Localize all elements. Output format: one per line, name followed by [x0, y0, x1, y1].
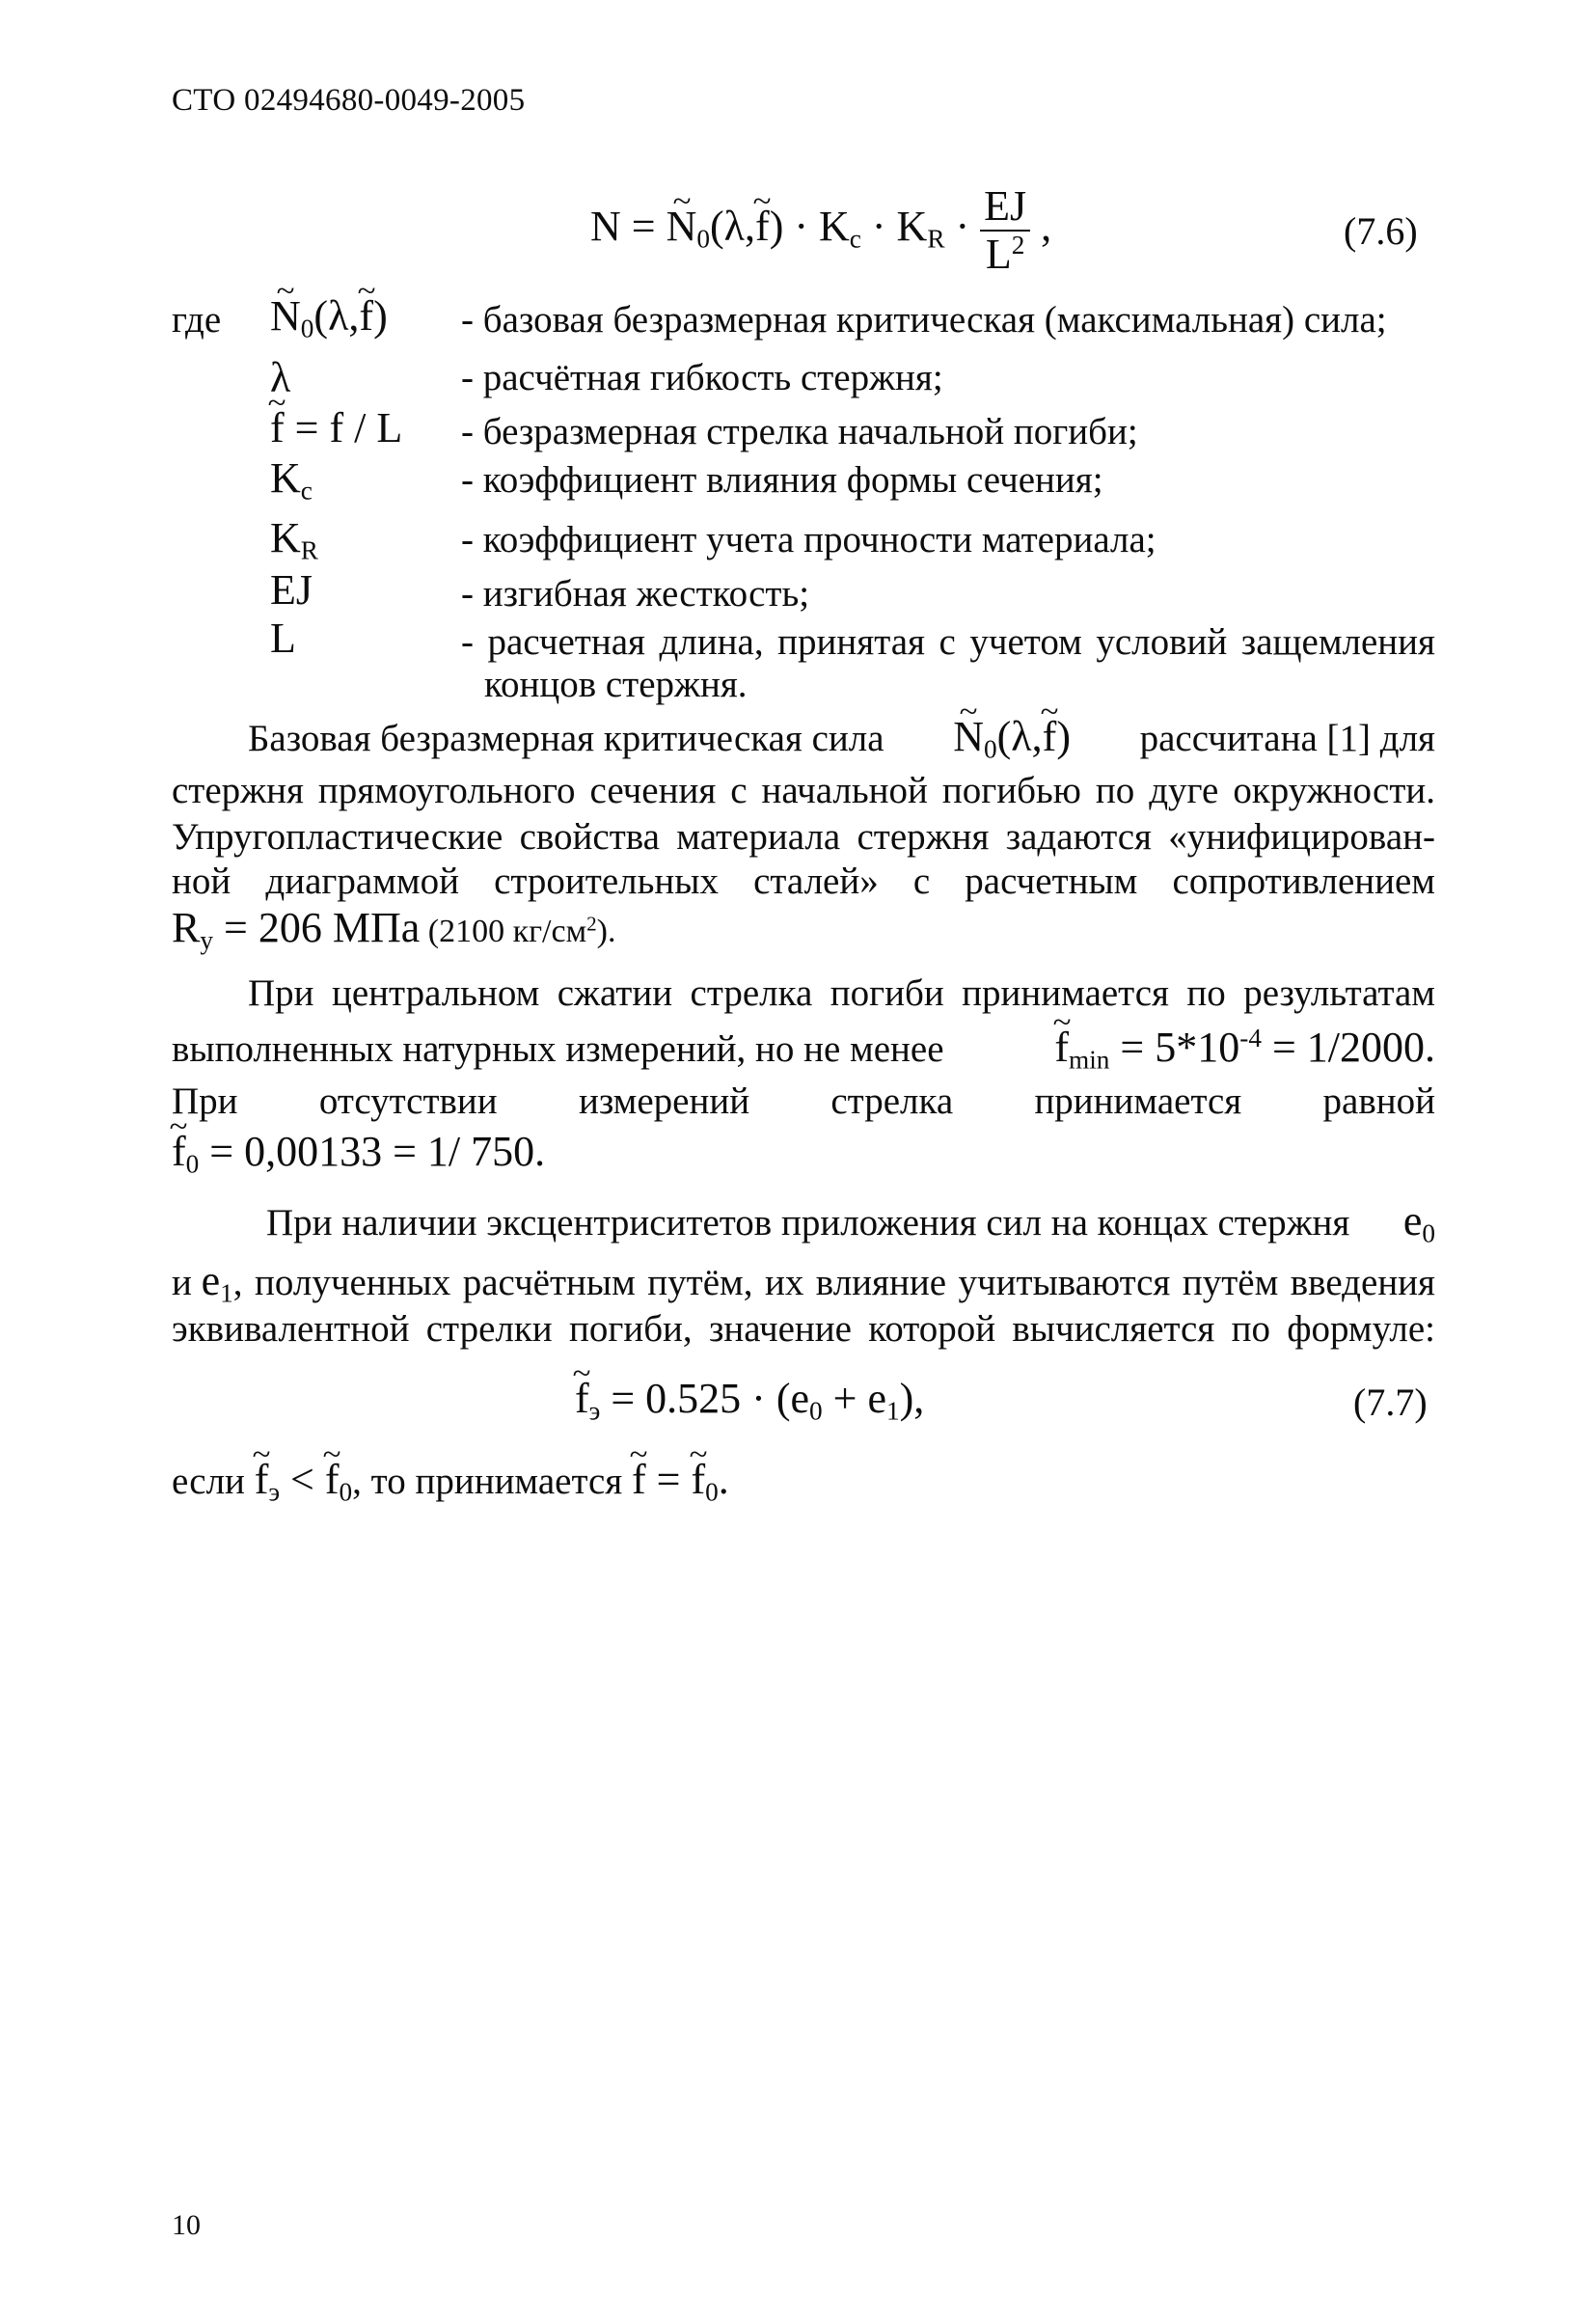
para2-line4: ~ $f_0 = 0,00133 = 1/$ 750. — [172, 1131, 545, 1173]
legend-symbol-l: L — [270, 615, 296, 662]
legend-symbol-lambda: λ — [270, 354, 291, 401]
para1-line4: ной диаграммой строительных сталей» с расчетным сопротивлением — [172, 861, 1435, 902]
legend-desc-ej: - изгибная жесткость; — [461, 573, 810, 615]
legend-symbol-f: ~ f = f / L — [270, 407, 402, 450]
legend-symbol-n0: ~ $N_0(\lambda,\sim$ f) — [270, 295, 388, 338]
para2-line3: При отсутствии измерений стрелка принимается равной — [172, 1080, 1435, 1122]
legend-desc-f: - безразмерная стрелка начальной погиби; — [461, 411, 1138, 452]
legend-desc-n0: - базовая безразмерная критическая (максимальная) сила; — [461, 299, 1387, 341]
formula-7-6: N = ~ $N_0(\lambda,\sim$ $f) \cdot K_c \cdot K_R$ · $\frac{EJ}{L^2}$ , — [590, 185, 1051, 276]
para3-line3: эквивалентной стрелки погиби, значение которой вычисляется по формуле: — [172, 1308, 1435, 1350]
page-number: 10 — [172, 2209, 201, 2241]
legend-desc-l: - расчетная длина, принятая с учетом условий защемления — [461, 621, 1435, 663]
para2-line1: При центральном сжатии стрелка погиби принимается по результатам — [248, 972, 1435, 1014]
formula-7-7: ~ $f_э = 0.525 \cdot (e_0 + e_1)$, — [575, 1378, 924, 1420]
legend-desc-l-cont: концов стержня. — [484, 664, 748, 705]
para4-line: если ~ $f_э$ < ~ $f_0$, то принимается ~ f = ~ $f_0$. — [172, 1459, 729, 1501]
para1-line1: Базовая безразмерная критическая сила ~ $N_0(\lambda,\sim$ f) рассчитана [1] для — [248, 716, 1435, 758]
legend-desc-kc: - коэффициент влияния формы сечения; — [461, 459, 1103, 501]
legend-desc-kr: - коэффициент учета прочности материала; — [461, 519, 1156, 560]
where-label: где — [172, 299, 222, 341]
legend-symbol-kc: $K_c$ — [270, 454, 313, 506]
formula-number-7-6: (7.6) — [1344, 209, 1418, 253]
document-code: СТО 02494680-0049-2005 — [172, 83, 526, 118]
para1-line2: стержня прямоугольного сечения с начальной погибью по дуге окружности. — [172, 770, 1435, 811]
legend-desc-lambda: - расчётная гибкость стержня; — [461, 357, 943, 398]
fraction-ej-over-l2: $\frac{EJ}{L^2}$ — [980, 185, 1030, 276]
formula-number-7-7: (7.7) — [1353, 1381, 1428, 1424]
para1-line5: $R_y = 206$ МПа (2100 $кг/см^2$). — [172, 904, 616, 955]
legend-symbol-ej: EJ — [270, 566, 313, 614]
para1-line3: Упругопластические свойства материала стержня задаются «унифицирован- — [172, 816, 1435, 858]
para3-line1: При наличии эксцентриситетов приложения сил на концах стержня $e_0$ — [266, 1197, 1435, 1248]
para3-line2: и $e_1$ , полученных расчётным путём, их влияние учитываются путём введения — [172, 1257, 1435, 1308]
para2-line2: выполненных натурных измерений, но не менее ~ $f_{min} = 5*10^{-4} = 1/2000$. — [172, 1026, 1435, 1069]
legend-symbol-kr: $K_R$ — [270, 514, 318, 565]
